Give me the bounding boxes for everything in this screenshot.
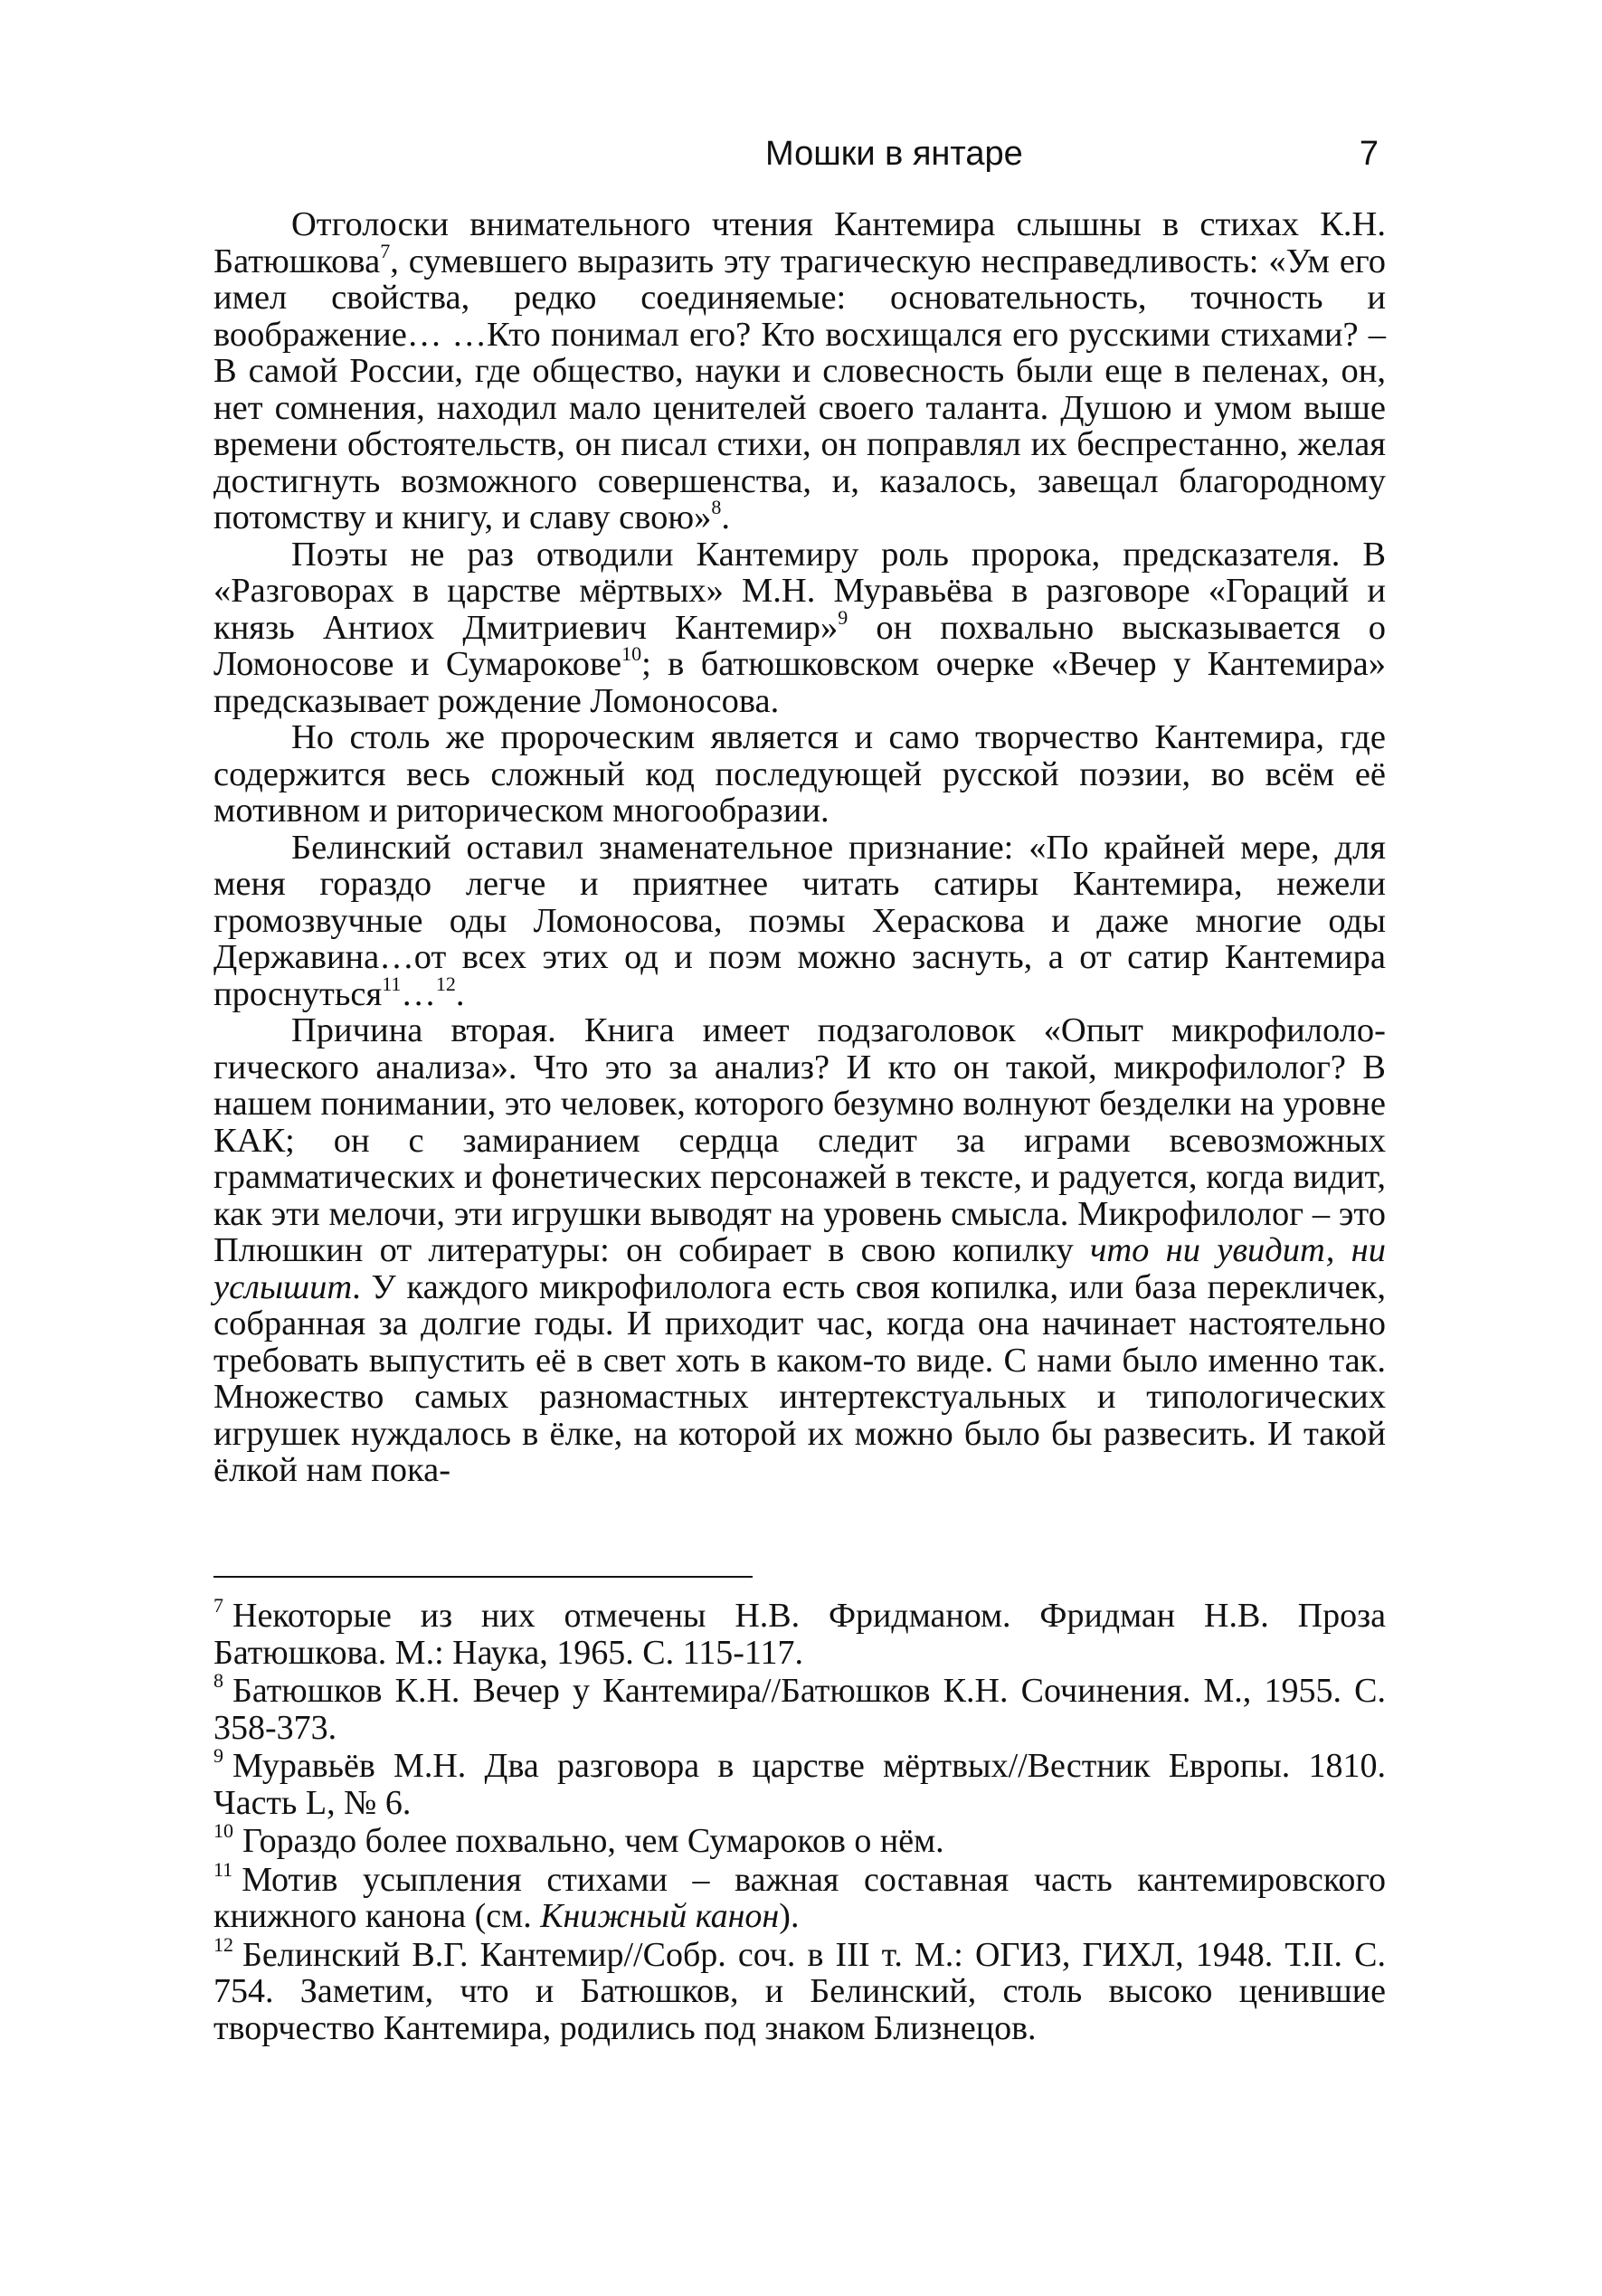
footnote-text: ). [779, 1897, 800, 1935]
italic-text: Книжный канон [540, 1897, 780, 1935]
footnote [213, 1669, 1386, 1747]
page-number: 7 [1359, 135, 1379, 173]
text-run: ; в батюшковском очерке «Вечер у Кантемира» предсказывает рождение Ломоносова. [213, 645, 1386, 720]
text-run: … [401, 974, 436, 1013]
footnotes [213, 1594, 1386, 2048]
footnote [213, 1932, 1386, 2047]
footnote-text: Батюшков К.Н. Вечер у Кантемира//Батюшков К.Н. Сочинения. М., 1955. С. 358-373. [213, 1672, 1386, 1747]
text-run: . У каждого микрофилолога есть своя копилка, или база перекличек, собранная за долгие годы. И приходит час, когда она начинает настоятельно требовать выпустить её в свет хоть в каком-то виде. С нами было именно так. Множество самых разномастных интертекстуальных и типологических игрушек нуждалось в ёлке, на которой их можно было бы развесить. И такой ёлкой нам пока- [213, 1267, 1386, 1489]
paragraph [213, 536, 1386, 720]
footnote-separator [213, 1576, 753, 1578]
text-run: Белинский оставил знаменательное признание: «По крайней мере, для меня гораздо легче и приятнее читать сатиры Кантемира, нежели громозвучные оды Ломоносова, поэмы Хераскова и даже многие оды Державина…от всех этих од и поэм можно заснуть, а от сатир Кантемира проснуться [213, 828, 1386, 1013]
footnote-number: 8 [213, 1669, 223, 1692]
text-run: . [721, 498, 731, 536]
paragraph [213, 830, 1386, 1013]
footnote-text: Гораздо более похвально, чем Сумароков о нём. [242, 1822, 944, 1860]
footnote-ref: 11 [382, 972, 402, 995]
footnote-number: 10 [213, 1819, 233, 1842]
text-run: Отголоски внимательного чтения Кантемира слышны в стихах К.Н. Батюшкова [213, 205, 1386, 280]
footnote-text: Некоторые из них отмечены Н.В. Фридманом. Фридман Н.В. Проза Батюшкова. М.: Наука, 1965. С. 115-117. [213, 1597, 1386, 1672]
paragraph [213, 1012, 1386, 1489]
paragraph: Но столь же пророческим является и само творчество Кантемира, где содержится весь сложный код последующей русской поэзии, во всём её мотивном и риторическом многообразии. [213, 718, 1386, 830]
footnote-text: Муравьёв М.Н. Два разговора в царстве мёртвых//Вестник Европы. 1810. Часть L, № 6. [213, 1747, 1386, 1822]
text-run: Поэты не раз отводили Кантемиру роль пророка, предсказателя. В «Разговорах в царстве мёртвых» М.Н. Муравьёва в разговоре «Гораций и князь Антиох Дмитриевич Кантемир» [213, 535, 1386, 647]
running-title: Мошки в янтаре [765, 135, 1023, 173]
footnote-ref: 12 [435, 972, 456, 995]
footnote-number: 11 [213, 1857, 233, 1881]
footnote-text: Мотив усыпления стихами – важная составная часть кантемировского книжного канона (см. [213, 1860, 1386, 1935]
text-run: он похвально высказывается о Ломоносове и Сумарокове [213, 608, 1386, 683]
footnote [213, 1594, 1386, 1672]
footnote [213, 1819, 1386, 1860]
footnote-number: 12 [213, 1932, 233, 1956]
footnote-number: 7 [213, 1594, 223, 1617]
italic-text: что ни увидит, ни услышит [213, 1231, 1386, 1306]
footnote-ref: 8 [711, 496, 722, 518]
footnote-text: Белинский В.Г. Кантемир//Собр. соч. в III т. М.: ОГИЗ, ГИХЛ, 1948. Т.II. С. 754. Заметим, что и Батюшков, и Белинский, столь высоко ценившие творчество Кантемира, родились под знаком Близнецов. [213, 1935, 1386, 2047]
text-run: , сумевшего выразить эту трагическую несправедливость: «Ум его имел свойства, редко соединяемые: основательность, точность и воображение… …Кто понимал его? Кто восхищался его русскими стихами? – В самой России, где общество, науки и словесность были еще в пеленах, он, нет сомнения, находил мало ценителей своего таланта. Душою и умом выше времени обстоятельств, он писал стихи, он поправлял их беспрестанно, желая достигнуть возможного совершенства, и, казалось, завещал благородному потомству и книгу, и славу свою» [213, 242, 1386, 536]
footnote [213, 1744, 1386, 1822]
footnote-ref: 9 [838, 605, 848, 629]
text-run: Причина вторая. Книга имеет подзаголовок «Опыт микрофилологического анализа». Что это за анализ? И кто он такой, микрофилолог? В нашем понимании, это человек, которого безумно волнуют безделки на уровне КАК; он с замиранием сердца следит за играми всевозможных грамматических и фонетических персонажей в тексте, и радуется, когда видит, как эти мелочи, эти игрушки выводят на уровень смысла. Микрофилолог – это Плюшкин от литературы: он собирает в свою копилку [213, 1011, 1386, 1269]
text-run: . [455, 974, 465, 1013]
footnote-number: 9 [213, 1744, 223, 1767]
footnote-ref: 7 [380, 239, 391, 262]
main-text [213, 206, 1386, 1489]
footnote-ref: 10 [621, 642, 642, 665]
page-header [213, 127, 1386, 181]
footnote [213, 1857, 1386, 1935]
paragraph [213, 206, 1386, 536]
